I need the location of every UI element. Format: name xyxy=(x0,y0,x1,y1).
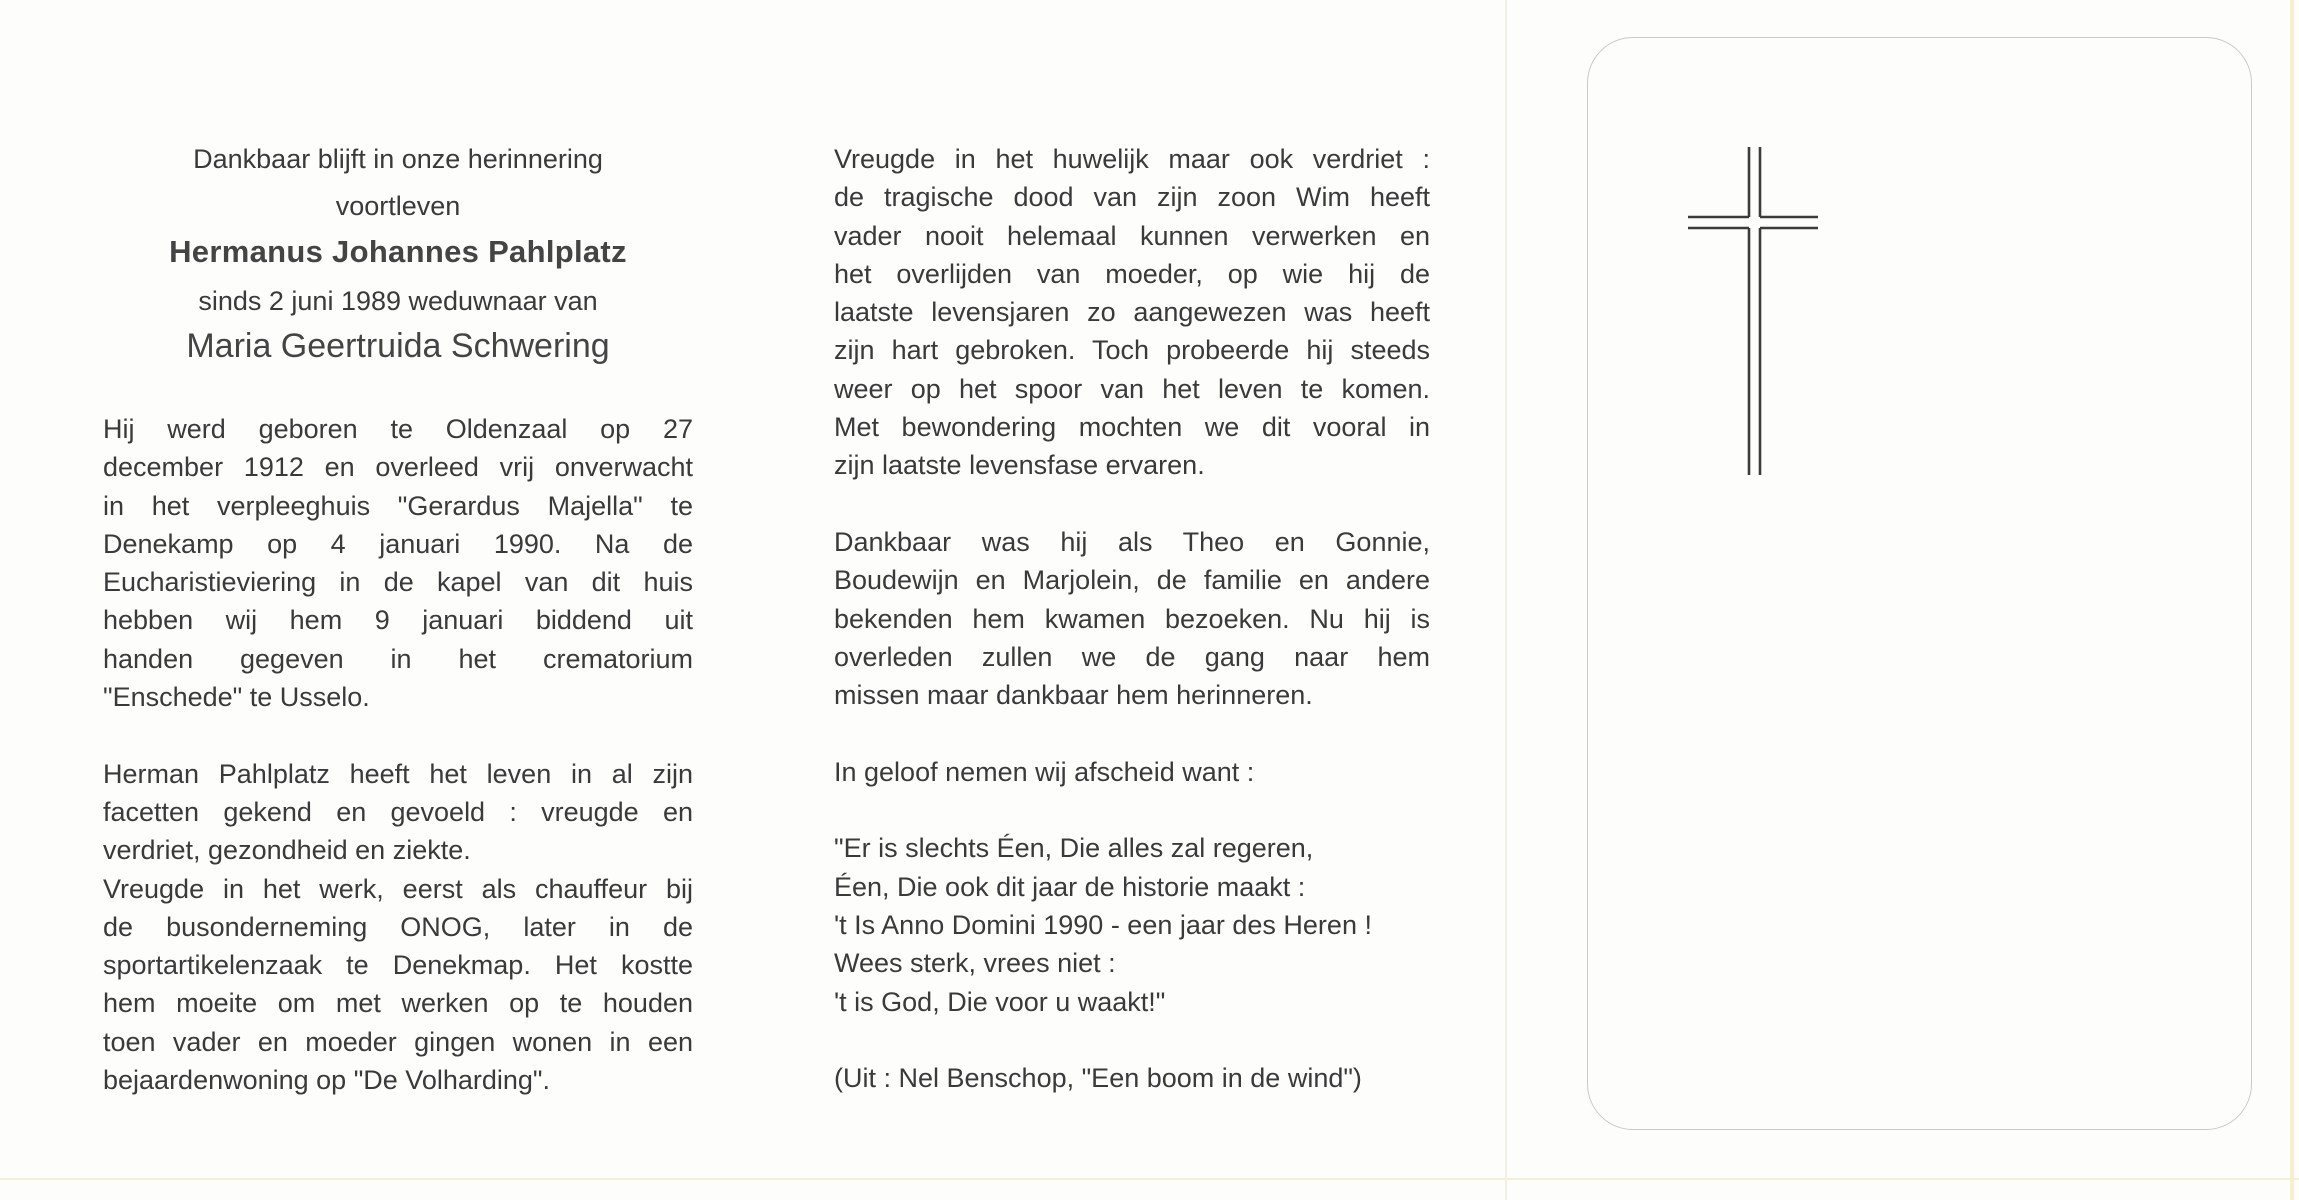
text-line: Dankbaar was hij als Theo en Gonnie, xyxy=(834,526,1430,557)
intro-line-2: voortleven xyxy=(335,191,461,221)
text-line: december 1912 en overleed vrij onverwacht xyxy=(103,452,693,483)
text-line: Hij werd geboren te Oldenzaal op 27 xyxy=(103,414,693,444)
text-line: (Uit : Nel Benschop, "Een boom in de wind") xyxy=(834,1063,1362,1094)
widower-line: sinds 2 juni 1989 weduwnaar van xyxy=(198,286,598,316)
text-line: facetten gekend en gevoeld : vreugde en xyxy=(103,796,693,827)
text-line: In geloof nemen wij afscheid want : xyxy=(834,756,1255,787)
text-line: 't is God, Die voor u waakt!" xyxy=(834,986,1166,1017)
deceased-name: Hermanus Johannes Pahlplatz xyxy=(169,234,627,269)
text-line: Met bewondering mochten we dit vooral in xyxy=(834,412,1430,443)
text-line: verdriet, gezondheid en ziekte. xyxy=(103,835,471,866)
text-line: bekenden hem kwamen bezoeken. Nu hij is xyxy=(834,603,1430,634)
text-line: hebben wij hem 9 januari biddend uit xyxy=(103,605,693,636)
text-line: "Enschede" te Usselo. xyxy=(103,682,370,713)
text-line: overleden zullen we de gang naar hem xyxy=(834,641,1430,672)
text-line: Wees sterk, vrees niet : xyxy=(834,948,1116,979)
text-line: bejaardenwoning op "De Volharding". xyxy=(103,1065,550,1096)
text-line: Vreugde in het werk, eerst als chauffeur bij xyxy=(103,873,693,904)
text-line: zijn hart gebroken. Toch probeerde hij steeds xyxy=(834,335,1430,366)
spouse-name: Maria Geertruida Schwering xyxy=(186,327,610,365)
text-line: 't Is Anno Domini 1990 - een jaar des Heren ! xyxy=(834,909,1372,940)
text-line: hem moeite om met werken op te houden xyxy=(103,988,693,1019)
text-line: het overlijden van moeder, op wie hij de xyxy=(834,258,1430,289)
text-line: Vreugde in het huwelijk maar ook verdriet : xyxy=(834,144,1430,174)
text-line: Éen, Die ook dit jaar de historie maakt : xyxy=(834,871,1306,902)
intro-line: Dankbaar blijft in onze herinnering xyxy=(193,144,603,174)
text-line: in het verpleeghuis "Gerardus Majella" te xyxy=(103,490,693,521)
text-line: de busonderneming ONOG, later in de xyxy=(103,911,693,942)
text-line: handen gegeven in het crematorium xyxy=(103,643,693,674)
text-line: toen vader en moeder gingen wonen in een xyxy=(103,1026,693,1057)
text-line: vader nooit helemaal kunnen verwerken en xyxy=(834,220,1430,251)
text-line: zijn laatste levensfase ervaren. xyxy=(834,450,1205,481)
text-line: Eucharistieviering in de kapel van dit huis xyxy=(103,567,693,598)
text-line: laatste levensjaren zo aangewezen was heeft xyxy=(834,297,1430,328)
text-line: Herman Pahlplatz heeft het leven in al zijn xyxy=(103,758,693,789)
text-line: missen maar dankbaar hem herinneren. xyxy=(834,680,1313,711)
text-line: "Er is slechts Éen, Die alles zal regeren, xyxy=(834,833,1314,864)
text-line: weer op het spoor van het leven te komen. xyxy=(834,373,1430,404)
text-line: Boudewijn en Marjolein, de familie en andere xyxy=(834,565,1430,596)
text-line: Denekamp op 4 januari 1990. Na de xyxy=(103,528,693,559)
text-line: sportartikelenzaak te Denekmap. Het kostte xyxy=(103,950,693,981)
text-line: de tragische dood van zijn zoon Wim heeft xyxy=(834,182,1430,213)
